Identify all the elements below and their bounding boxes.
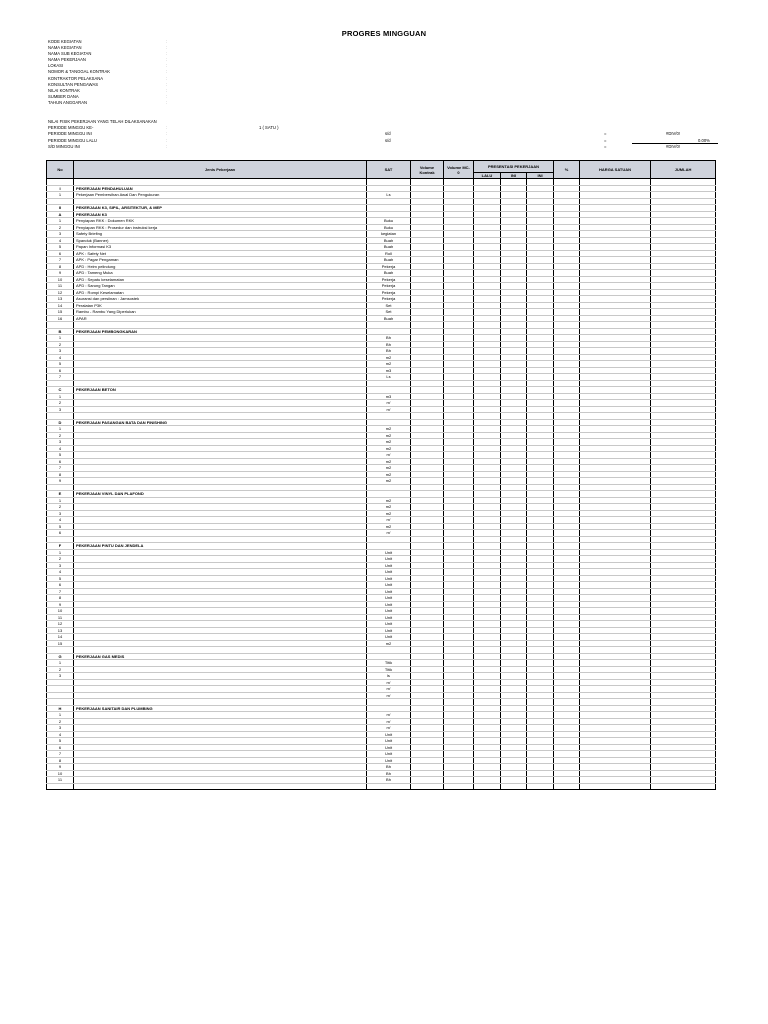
row-no: 9 <box>47 764 74 771</box>
row-sat: Unit <box>367 549 411 556</box>
blank-row <box>47 783 716 790</box>
row-no: 3 <box>47 510 74 517</box>
row-no: 3 <box>47 439 74 446</box>
minggu-lalu-sd: s/d <box>385 137 391 143</box>
row-sat: m' <box>367 400 411 407</box>
row-name: APD : Helm pelindung <box>74 263 367 270</box>
row-no: H <box>47 705 74 712</box>
row-no: 4 <box>47 517 74 524</box>
row-no: 16 <box>47 315 74 322</box>
row-name: Papan Informasi K3 <box>74 244 367 251</box>
row-name: PEKERJAAN K3 <box>74 211 367 218</box>
row-no: 1 <box>47 660 74 667</box>
row-no: C <box>47 387 74 394</box>
row-no: E <box>47 491 74 498</box>
info-label: SUMBER DANA <box>48 93 79 99</box>
minggu-lalu-label: PERIODE MINGGU LALU <box>48 137 97 143</box>
row-name: APD : Rompi Keselamatan <box>74 289 367 296</box>
row-harga <box>580 783 651 790</box>
row-no: 4 <box>47 354 74 361</box>
info-label: KONTRAKTOR PELAKSANA <box>48 75 104 81</box>
header-percent: % <box>554 161 580 179</box>
row-no: 8 <box>47 263 74 270</box>
info-label: NAMA PEKERJAAN <box>48 57 86 63</box>
minggu-lalu-colon: : <box>166 137 168 143</box>
row-no: 1 <box>47 497 74 504</box>
row-no: 12 <box>47 289 74 296</box>
row-no: 6 <box>47 530 74 537</box>
row-name: PEKERJAAN PINTU DAN JENDELA <box>74 543 367 550</box>
header-sat: SAT <box>367 161 411 179</box>
row-name: APD : Tameng Muka <box>74 270 367 277</box>
sd-minggu-div: #DIV/0! <box>666 143 680 149</box>
row-sat: Bh <box>367 770 411 777</box>
row-sat: Unit <box>367 601 411 608</box>
row-sat: Unit <box>367 627 411 634</box>
row-sat: Unit <box>367 588 411 595</box>
row-no: 6 <box>47 744 74 751</box>
row-name: Pekerjaan Pembersihan Awal Dan Pengukuran <box>74 192 367 199</box>
info-label: NAMA SUB KEGIATAN <box>48 51 92 57</box>
row-sat: Bh <box>367 341 411 348</box>
header-no: No <box>47 161 74 179</box>
row-no: 5 <box>47 244 74 251</box>
row-sat: m2 <box>367 445 411 452</box>
row-sat: Titik <box>367 660 411 667</box>
row-name: Safety Briefing <box>74 231 367 238</box>
row-no: 5 <box>47 738 74 745</box>
header-ini-2: INI <box>527 173 554 179</box>
row-no: 7 <box>47 257 74 264</box>
header-presentasi: PRESENTASI PEKERJAAN <box>474 161 554 173</box>
row-name: Rambu - Rambu Yang Diperlukan <box>74 309 367 316</box>
table-header <box>47 161 716 179</box>
row-sat: Buku <box>367 224 411 231</box>
row-name: APD : Sepatu keselamatan <box>74 276 367 283</box>
row-name: PEKERJAAN PASANGAN BATA DAN FINISHING <box>74 419 367 426</box>
minggu-ini-eq: = <box>604 131 607 137</box>
progress-table <box>46 160 716 790</box>
row-sat: kegiatan <box>367 231 411 238</box>
row-no: 6 <box>47 250 74 257</box>
row-sat: Unit <box>367 575 411 582</box>
project-info-block <box>48 39 172 106</box>
row-name: PEKERJAAN VINYL DAN PLAFOND <box>74 491 367 498</box>
sd-minggu-colon: : <box>166 143 168 149</box>
row-vol-kontrak <box>411 783 444 790</box>
row-sat: m' <box>367 452 411 459</box>
row-sat: m2 <box>367 426 411 433</box>
row-no: 12 <box>47 621 74 628</box>
nilai-fisik-label: NILAI FISIK PEKERJAAN YANG TELAH DILAKSANAKAN <box>48 119 157 124</box>
row-sat: Buah <box>367 237 411 244</box>
row-sat <box>367 783 411 790</box>
row-name: Peralatan P3K <box>74 302 367 309</box>
info-label: KONSULTAN PENGAWAS <box>48 81 99 87</box>
row-ini-2 <box>527 783 554 790</box>
header-ini: INI <box>501 173 527 179</box>
info-colon: : <box>166 93 168 99</box>
row-sat: Buku <box>367 218 411 225</box>
info-label: NAMA KEGIATAN <box>48 45 82 51</box>
row-no: 2 <box>47 666 74 673</box>
row-sat: m' <box>367 530 411 537</box>
row-no: 1 <box>47 218 74 225</box>
row-sat: Unit <box>367 608 411 615</box>
row-sat: Bh <box>367 335 411 342</box>
row-sat: m' <box>367 406 411 413</box>
row-no: 11 <box>47 283 74 290</box>
row-no: 11 <box>47 614 74 621</box>
row-no: 13 <box>47 296 74 303</box>
row-sat: m2 <box>367 439 411 446</box>
row-no: 5 <box>47 575 74 582</box>
row-name: APAR <box>74 315 367 322</box>
row-sat: Pekerja <box>367 296 411 303</box>
row-no: 2 <box>47 718 74 725</box>
row-sat: Unit <box>367 634 411 641</box>
row-sat: Bh <box>367 348 411 355</box>
row-sat: Unit <box>367 562 411 569</box>
row-name: APD : Sarung Tangan <box>74 283 367 290</box>
row-ini <box>501 783 527 790</box>
row-no: 9 <box>47 478 74 485</box>
row-name <box>74 783 367 790</box>
info-label: TAHUN ANGGARAN <box>48 99 88 105</box>
row-lalu <box>474 783 501 790</box>
info-colon: : <box>166 63 168 69</box>
row-no: 6 <box>47 458 74 465</box>
info-label: LOKASI <box>48 63 64 69</box>
info-label: NILAI KONTRAK <box>48 87 80 93</box>
row-no: G <box>47 653 74 660</box>
row-name: PEKERJAAN SANITAIR DAN PLUMBING <box>74 705 367 712</box>
row-sat: m2 <box>367 432 411 439</box>
row-sat: m' <box>367 718 411 725</box>
row-no: D <box>47 419 74 426</box>
row-no: 15 <box>47 640 74 647</box>
row-sat: m' <box>367 517 411 524</box>
row-no: A <box>47 211 74 218</box>
row-no: 14 <box>47 302 74 309</box>
row-no: 10 <box>47 608 74 615</box>
row-sat: m3 <box>367 393 411 400</box>
row-sat: Buah <box>367 257 411 264</box>
header-volume-mc: Volume MC-0 <box>444 161 474 179</box>
row-sat: m2 <box>367 504 411 511</box>
minggu-ini-colon: : <box>166 131 168 137</box>
row-no <box>47 783 74 790</box>
info-label: NOMOR & TANGGAL KONTRAK <box>48 69 111 75</box>
row-jumlah <box>651 783 716 790</box>
row-sat: m2 <box>367 510 411 517</box>
row-no: 4 <box>47 731 74 738</box>
row-no: 5 <box>47 452 74 459</box>
row-sat: Unit <box>367 621 411 628</box>
row-no: 13 <box>47 627 74 634</box>
sd-minggu-label: S/D MINGGU INI <box>48 143 80 149</box>
row-sat: m2 <box>367 523 411 530</box>
row-no: 7 <box>47 751 74 758</box>
row-name: APK : Pagar Pengaman <box>74 257 367 264</box>
row-no: 8 <box>47 595 74 602</box>
row-name: PEKERJAAN GAS MEDIS <box>74 653 367 660</box>
row-sat: m' <box>367 679 411 686</box>
row-sat: m2 <box>367 497 411 504</box>
info-colon: : <box>166 57 168 63</box>
row-no: 2 <box>47 432 74 439</box>
row-sat: ls <box>367 673 411 680</box>
row-no: 1 <box>47 393 74 400</box>
row-no: 15 <box>47 309 74 316</box>
row-no: 2 <box>47 400 74 407</box>
row-no: 5 <box>47 523 74 530</box>
row-sat: m2 <box>367 458 411 465</box>
row-sat: Roll <box>367 250 411 257</box>
row-no: 3 <box>47 231 74 238</box>
info-colon: : <box>166 75 168 81</box>
row-no: 8 <box>47 471 74 478</box>
row-no: 10 <box>47 276 74 283</box>
row-sat: m2 <box>367 640 411 647</box>
row-sat: m2 <box>367 478 411 485</box>
row-name: Penyiapan RKK : Dokumen RKK <box>74 218 367 225</box>
row-sat: Unit <box>367 757 411 764</box>
row-sat: m' <box>367 725 411 732</box>
row-sat: m' <box>367 712 411 719</box>
row-sat: Unit <box>367 751 411 758</box>
minggu-ke-value: 1 ( SATU ) <box>259 125 279 131</box>
info-colon: : <box>166 45 168 51</box>
row-sat: Set <box>367 302 411 309</box>
row-no: 11 <box>47 777 74 784</box>
row-sat: Unit <box>367 744 411 751</box>
row-no: II <box>47 205 74 212</box>
row-no: 3 <box>47 725 74 732</box>
row-name: PEKERJAAN PEMBONGKARAN <box>74 328 367 335</box>
row-no: 1 <box>47 335 74 342</box>
row-no: 3 <box>47 673 74 680</box>
row-no: 1 <box>47 192 74 199</box>
minggu-ini-sd: s/d <box>385 131 391 137</box>
row-name: Asuransi dan persiinan : Jamsostek <box>74 296 367 303</box>
row-no: 1 <box>47 426 74 433</box>
row-no: 2 <box>47 556 74 563</box>
header-volume-kontrak: Volume Kontrak <box>411 161 444 179</box>
row-sat: Unit <box>367 556 411 563</box>
row-no: 2 <box>47 224 74 231</box>
row-no: 9 <box>47 601 74 608</box>
row-sat: Bh <box>367 777 411 784</box>
row-no: 7 <box>47 465 74 472</box>
period-summary <box>48 119 718 150</box>
row-sat: Bh <box>367 764 411 771</box>
table-body <box>47 179 716 790</box>
row-sat: Unit <box>367 595 411 602</box>
minggu-lalu-eq: = <box>604 137 607 143</box>
info-colon: : <box>166 87 168 93</box>
row-no: 3 <box>47 348 74 355</box>
row-no: 6 <box>47 582 74 589</box>
row-no: 14 <box>47 634 74 641</box>
row-no: 4 <box>47 237 74 244</box>
row-no: 5 <box>47 361 74 368</box>
row-name: PEKERJAAN K3, SIPIL, ARSITEKTUR, & MEP <box>74 205 367 212</box>
row-percent <box>554 783 580 790</box>
row-vol-mc <box>444 783 474 790</box>
row-no: 7 <box>47 374 74 381</box>
header-harga-satuan: HARGA SATUAN <box>580 161 651 179</box>
info-label: KODE KEGIATAN <box>48 39 82 44</box>
minggu-ke-label: PERIODE MINGGU KE- <box>48 125 94 131</box>
row-no: 10 <box>47 770 74 777</box>
row-name: PEKERJAAN PENDAHULUAN <box>74 185 367 192</box>
row-sat: Ls <box>367 374 411 381</box>
row-no: 2 <box>47 504 74 511</box>
row-sat: Pekerja <box>367 263 411 270</box>
row-sat: Unit <box>367 614 411 621</box>
header-lalu: LALU <box>474 173 501 179</box>
info-colon: : <box>166 99 168 105</box>
row-sat: m' <box>367 692 411 699</box>
row-sat: Unit <box>367 569 411 576</box>
row-sat: Unit <box>367 738 411 745</box>
minggu-lalu-pct: 0.00% <box>698 137 710 143</box>
row-no: 9 <box>47 270 74 277</box>
row-no: 2 <box>47 341 74 348</box>
row-sat: Unit <box>367 731 411 738</box>
row-sat: Pekerja <box>367 276 411 283</box>
row-name: Penyiapan RKK : Prosedur dan instruksi kerja <box>74 224 367 231</box>
row-sat: m2 <box>367 354 411 361</box>
row-no: F <box>47 543 74 550</box>
row-no: B <box>47 328 74 335</box>
row-sat: Buah <box>367 315 411 322</box>
row-sat: Set <box>367 309 411 316</box>
row-sat: Titik <box>367 666 411 673</box>
row-sat: Unit <box>367 582 411 589</box>
row-sat: m3 <box>367 367 411 374</box>
period-row-sd <box>48 144 718 150</box>
row-sat: Pekerja <box>367 289 411 296</box>
row-no: I <box>47 185 74 192</box>
row-no: 6 <box>47 367 74 374</box>
row-sat: m2 <box>367 471 411 478</box>
row-no: 7 <box>47 588 74 595</box>
row-sat: m' <box>367 686 411 693</box>
row-sat: Buah <box>367 270 411 277</box>
row-no: 3 <box>47 406 74 413</box>
sd-minggu-eq: = <box>604 143 607 149</box>
row-no: 1 <box>47 549 74 556</box>
info-colon: : <box>166 39 168 44</box>
header-jumlah: JUMLAH <box>651 161 716 179</box>
minggu-ini-label: PERIODE MINGGU INI <box>48 131 92 137</box>
row-sat: Buah <box>367 244 411 251</box>
row-sat: m2 <box>367 361 411 368</box>
row-sat: Pekerja <box>367 283 411 290</box>
row-sat: Ls <box>367 192 411 199</box>
row-no: 8 <box>47 757 74 764</box>
row-no: 3 <box>47 562 74 569</box>
page-title: PROGRES MINGGUAN <box>341 29 427 38</box>
info-colon: : <box>166 51 168 57</box>
minggu-ke-colon: : <box>166 125 168 131</box>
info-colon: : <box>166 69 168 75</box>
row-sat: m2 <box>367 465 411 472</box>
info-row <box>48 100 172 106</box>
header-jenis-pekerjaan: Jenis Pekerjaan <box>74 161 367 179</box>
row-no: 4 <box>47 445 74 452</box>
row-name: APK : Safety Net <box>74 250 367 257</box>
row-no: 1 <box>47 712 74 719</box>
info-colon: : <box>166 81 168 87</box>
row-name: Spanduk (Banner) <box>74 237 367 244</box>
row-name: PEKERJAAN BETON <box>74 387 367 394</box>
row-no: 4 <box>47 569 74 576</box>
minggu-ini-div: #DIV/0! <box>666 131 680 137</box>
